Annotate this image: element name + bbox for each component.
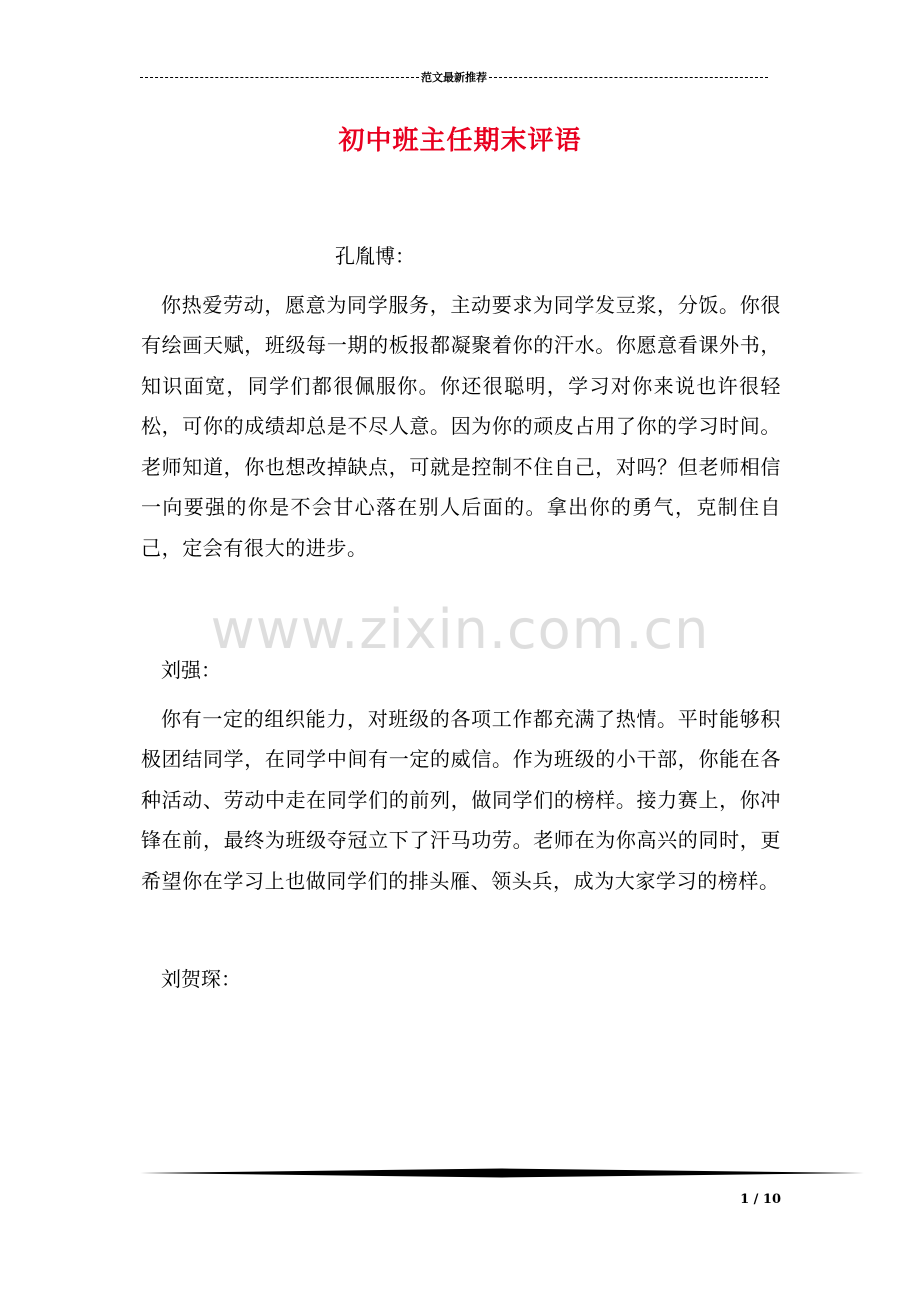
- student-name: 刘贺琛：: [161, 967, 241, 991]
- student-comment: 你热爱劳动，愿意为同学服务，主动要求为同学发豆浆，分饭。你很有绘画天赋，班级每一期的板报都凝聚着你的汗水。你愿意看课外书，知识面宽，同学们都很佩服你。你还很聪明，学习对你来说也许很轻松，可你的成绩却总是不尽人意。因为你的顽皮占用了你的学习时间。老师知道，你也想改掉缺点，可就是控制不住自己，对吗？但老师相信一向要强的你是不会甘心落在别人后面的。拿出你的勇气，克制住自己，定会有很大的进步。: [141, 292, 781, 560]
- header-label: 范文最新推荐: [421, 71, 487, 84]
- student-name: 孔胤博：: [335, 244, 415, 268]
- paragraph-gap: [141, 568, 781, 650]
- student-comment: 你有一定的组织能力，对班级的各项工作都充满了热情。平时能够积极团结同学，在同学中间有一定的威信。作为班级的小干部，你能在各种活动、劳动中走在同学们的前列，做同学们的榜样。接力赛上，你冲锋在前，最终为班级夺冠立下了汗马功劳。老师在为你高兴的同时，更希望你在学习上也做同学们的排头雁、领头兵，成为大家学习的榜样。: [141, 706, 781, 893]
- header-dash-left: [140, 77, 419, 78]
- header-dash-right: [489, 77, 768, 78]
- page-number: 1 / 10: [740, 1192, 781, 1207]
- watermark: www.zixin.com.cn: [210, 598, 710, 661]
- student-name: 刘强：: [161, 658, 221, 682]
- page-header: [140, 68, 768, 86]
- document-title: 初中班主任期末评语: [338, 126, 582, 156]
- paragraph-gap: [141, 901, 781, 959]
- document-body: [141, 236, 781, 1000]
- footer-rule: [140, 1168, 864, 1178]
